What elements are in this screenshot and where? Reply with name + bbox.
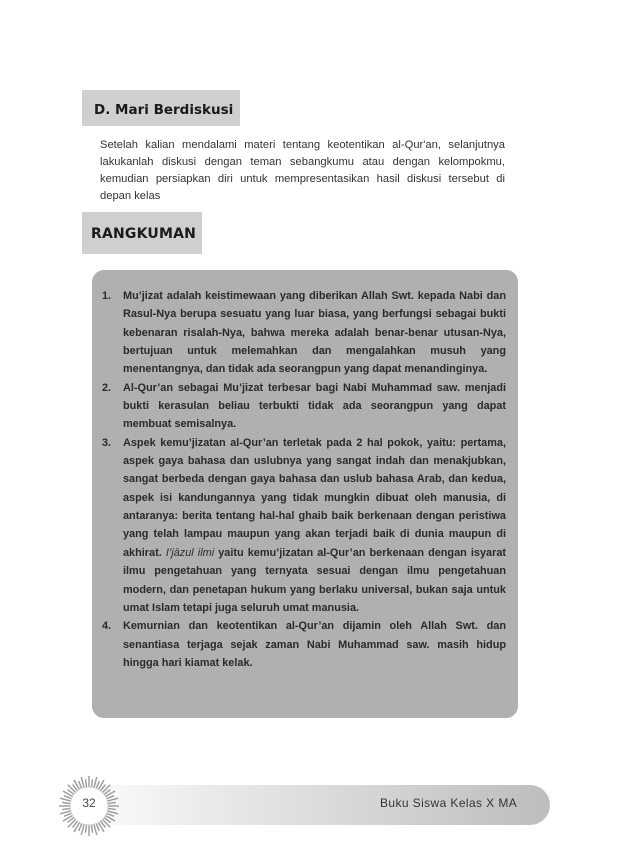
- summary-item-3: [102, 434, 506, 617]
- item-text-part: Aspek kemu’jizatan al-Qur’an terletak pada 2 hal pokok, yaitu: pertama, aspek gaya bahasa dan uslubnya yang sangat indah dan menakjubkan, sangat berbeda dengan gaya bahasa dan uslub bahasa Arab, dan kedua, aspek isi kandungannya yang tidak mungkin dibuat oleh manusia, di antaranya: berita tentang hal-hal ghaib baik berkenaan dengan peristiwa yang telah lampau maupun yang akan terjadi baik di dunia maupun di akhirat.: [123, 436, 506, 559]
- summary-item-2: [102, 379, 506, 434]
- ijazul-ilmi-term: I’jāzul ilmi: [165, 546, 215, 559]
- item-text: [123, 434, 506, 617]
- section-d-heading: D. Mari Berdiskusi: [82, 90, 240, 126]
- item-text: Kemurnian dan keotentikan al-Qur’an dijamin oleh Allah Swt. dan senantiasa terjaga sejak zaman Nabi Muhammad saw. masih hidup hingga hari kiamat kelak.: [123, 620, 506, 669]
- item-text: Mu’jizat adalah keistimewaan yang diberikan Allah Swt. kepada Nabi dan Rasul-Nya berupa sesuatu yang luar biasa, yang berfungsi sebagai bukti kebenaran risalah-Nya, bahwa mereka adalah benar-benar utusan-Nya, bertujuan untuk melemahkan dan mengalahkan musuh yang menentangnya, dan tidak ada seorangpun yang dapat menandinginya.: [123, 290, 506, 376]
- item-number: 2.: [102, 381, 112, 394]
- item-number: 3.: [102, 436, 112, 449]
- summary-box: [92, 270, 518, 718]
- summary-item-1: [102, 287, 506, 379]
- summary-list: [102, 287, 506, 672]
- rangkuman-heading: RANGKUMAN: [82, 212, 202, 254]
- summary-item-4: [102, 617, 506, 672]
- item-number: 1.: [102, 290, 112, 302]
- book-title: Buku Siswa Kelas X MA: [380, 796, 518, 810]
- discussion-instruction: Setelah kalian mendalami materi tentang keotentikan al-Qur'an, selanjutnya lakukanlah diskusi dengan teman sebangkumu atau dengan kelompokmu, kemudian persiapkan diri untuk mempresentasikan hasil diskusi tersebut di depan kelas: [100, 139, 505, 202]
- item-text-part: yaitu kemu’jizatan al-Qur’an berkenaan dengan isyarat ilmu pengetahuan yang ternyata sesuai dengan ilmu pengetahuan modern, dan penetapan hukum yang berlaku universal, bukan saja untuk umat Islam tetapi juga seluruh umat manusia.: [123, 546, 507, 614]
- item-number: 4.: [102, 620, 112, 633]
- item-text: Al-Qur’an sebagai Mu’jizat terbesar bagi Nabi Muhammad saw. menjadi bukti kerasulan beliau terbukti tidak ada seorangpun yang dapat membuat semisalnya.: [123, 381, 506, 431]
- page-number: 32: [82, 796, 96, 810]
